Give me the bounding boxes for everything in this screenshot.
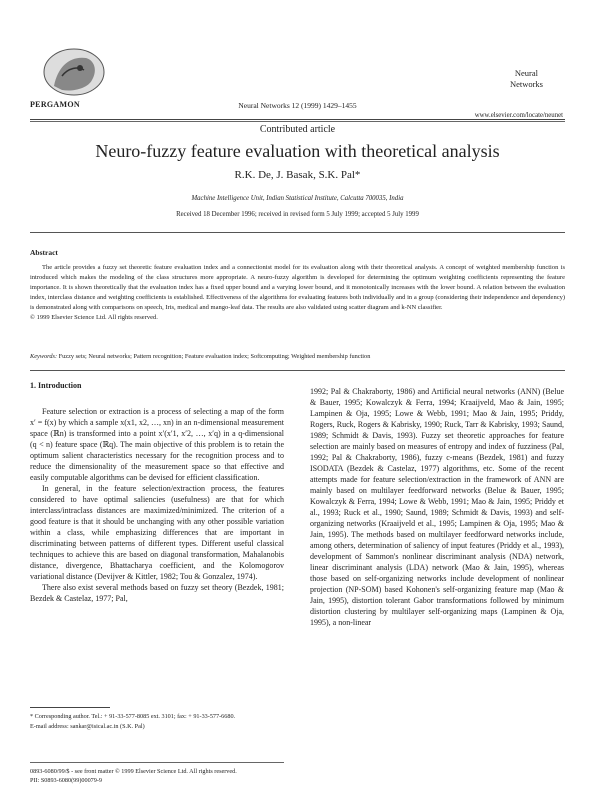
publisher-name: PERGAMON xyxy=(30,100,80,109)
footnote xyxy=(30,712,284,731)
abstract-rule xyxy=(30,232,565,233)
article-type: Contributed article xyxy=(259,124,336,135)
intro-paragraph-1: Feature selection or extraction is a process of selecting a map of the form x′ = f(x) by which a sample x(x1, x2, …, xn) in an n-dimensional measurement space (ℝn) is transformed into a point x′(x′1, x′2, …, x′q) in a q-dimensional (q < n) feature space (ℝq). The main objective of this problem is to retain the optimum salient characteristics necessary for the recognition process and to reduce the dimensionality of the measurement space so that effective and easily computable algorithms can be devised for efficient classification. xyxy=(30,407,284,482)
section-heading: 1. Introduction xyxy=(30,381,82,390)
abstract-body xyxy=(30,263,565,322)
keywords-list: Fuzzy sets; Neural networks; Pattern recognition; Feature evaluation index; Softcomputing; Weighted membership function xyxy=(57,353,371,360)
journal-name-line2: Networks xyxy=(509,79,543,89)
received-dates: Received 18 December 1996; received in revised form 5 July 1999; accepted 5 July 1999 xyxy=(176,211,419,218)
intro-paragraph-3: There also exist several methods based on fuzzy set theory (Bezdek, 1981; Bezdek & Castelaz, 1977; Pal, xyxy=(30,583,284,603)
copyright: © 1999 Elsevier Science Ltd. All rights reserved. xyxy=(30,313,158,321)
abstract-text: The article provides a fuzzy set theoretic feature evaluation index and a connectionist model for its evaluation along with their theoretical analysis. A concept of weighted membership function is introduced which makes the modeling of the class structures more appropriate. A neuro-fuzzy algorithm is developed for determining the optimum weighting coefficients representing the feature importance. It is shown theoretically that the evaluation index has a fixed upper bound and a varying lower bound, and it monotonically increases with the lower bound. A relation between the evaluation index, interclass distance and weighting coefficients is established. Effectiveness of the algorithms for evaluating features both individually and in a group (considering their independence and dependency) is demonstrated along with comparisons on speech, Iris, medical and mango-leaf data. The results are also validated using scatter diagram and k-NN classifier. xyxy=(30,264,565,311)
journal-name-line1: Neural xyxy=(514,68,539,78)
footnote-rule xyxy=(30,707,110,708)
journal-name xyxy=(510,68,543,90)
pergamon-logo xyxy=(40,46,108,98)
keywords-rule xyxy=(30,370,565,371)
issn-info xyxy=(30,767,237,785)
intro-paragraph-2: In general, in the feature selection/extraction process, the features considered to have optimal saliencies (usefulness) are that for which interclass/intraclass distances are maximized/minimized. The criterion of a good feature is that it should be unchanging with any other possible variation within a class, while emphasizing differences that are important in discriminating between patterns of different types. Different useful classical techniques to achieve this are based on diagonal transformation, Mahalanobis distance, divergence, Bhattacharya coefficient, and the Kolomogorov variational distance (Devijver & Kittler, 1982; Tou & Gonzalez, 1974). xyxy=(30,484,284,581)
intro-paragraph-continued: 1992; Pal & Chakraborty, 1986) and Artificial neural networks (ANN) (Belue & Bauer, 1995; Kowalczyk & Ferra, 1994; Kraaijveld, Mao & Jain, 1995; Lampinen & Oja, 1995; Lowe & Webb, 1991; Mao & Jain, 1995; Priddy, Rogers, Ruck, Rogers & Kabrisky, 1990; Ruck, Tarr & Kabrisky, 1993; Saund, 1989; Schmidt & Davis, 1993). Fuzzy set theoretic approaches for feature selection are mainly based on measures of entropy and index of fuzziness (Pal, 1992; Pal & Chakraborty, 1986), fuzzy c-means (Bezdek, 1981) and fuzzy ISODATA (Bezdek & Castelaz, 1977) algorithms, etc. Some of the recent attempts made for feature selection/extraction in the framework of ANN are mainly based on multilayer feedforward networks (Belue & Bauer, 1995; Kowalczyk & Ferra, 1994; Lowe & Webb, 1991; Mao & Jain, 1995; Priddy et al., 1993; Ruck et al., 1990; Saund, 1989; Schmidt & Davis, 1993) and self-organizing networks (Kraaijveld et al., 1995; Lampinen & Oja, 1995; Mao & Jain, 1995). The methods based on multilayer feedforward networks include, among others, determination of saliency of input features (Priddy et al., 1993), development of Sammon's nonlinear discriminant analysis (NDA) network, linear discriminant analysis (LDA) network (Mao & Jain, 1995), whereas those based on self-organizing networks include development of nonlinear projection (NP-SOM) based Kohonen's self-organizing feature map (Mao & Jain, 1995), distortion tolerant Gabor transformations followed by minimum distortion clustering by multilayer self-organizing maps (Lampinen & Oja, 1995), a non-linear xyxy=(310,387,564,627)
header-rule-thin xyxy=(30,121,565,122)
right-column xyxy=(310,386,564,628)
keywords xyxy=(30,353,565,360)
issn-line: 0893-6080/99/$ - see front matter © 1999 Elsevier Science Ltd. All rights reserved. xyxy=(30,768,237,775)
journal-reference: Neural Networks 12 (1999) 1429–1455 xyxy=(238,101,357,110)
issn-rule xyxy=(30,762,284,763)
affiliation: Machine Intelligence Unit, Indian Statistical Institute, Calcutta 700035, India xyxy=(191,195,404,202)
header-rule xyxy=(30,119,565,120)
keywords-label: Keywords: xyxy=(30,353,58,360)
pii-line: PII: S0893-6080(99)00079-9 xyxy=(30,777,103,784)
corresponding-author: * Corresponding author. Tel.: + 91-33-577-8085 ext. 3101; fax: + 91-33-577-6680. xyxy=(30,713,236,720)
abstract-heading: Abstract xyxy=(30,248,58,257)
authors: R.K. De, J. Basak, S.K. Pal* xyxy=(234,169,361,181)
left-column xyxy=(30,380,284,604)
article-title: Neuro-fuzzy feature evaluation with theoretical analysis xyxy=(95,141,500,161)
email-address: E-mail address: sankar@isical.ac.in (S.K. Pal) xyxy=(30,722,145,730)
journal-url[interactable]: www.elsevier.com/locate/neunet xyxy=(474,112,563,119)
